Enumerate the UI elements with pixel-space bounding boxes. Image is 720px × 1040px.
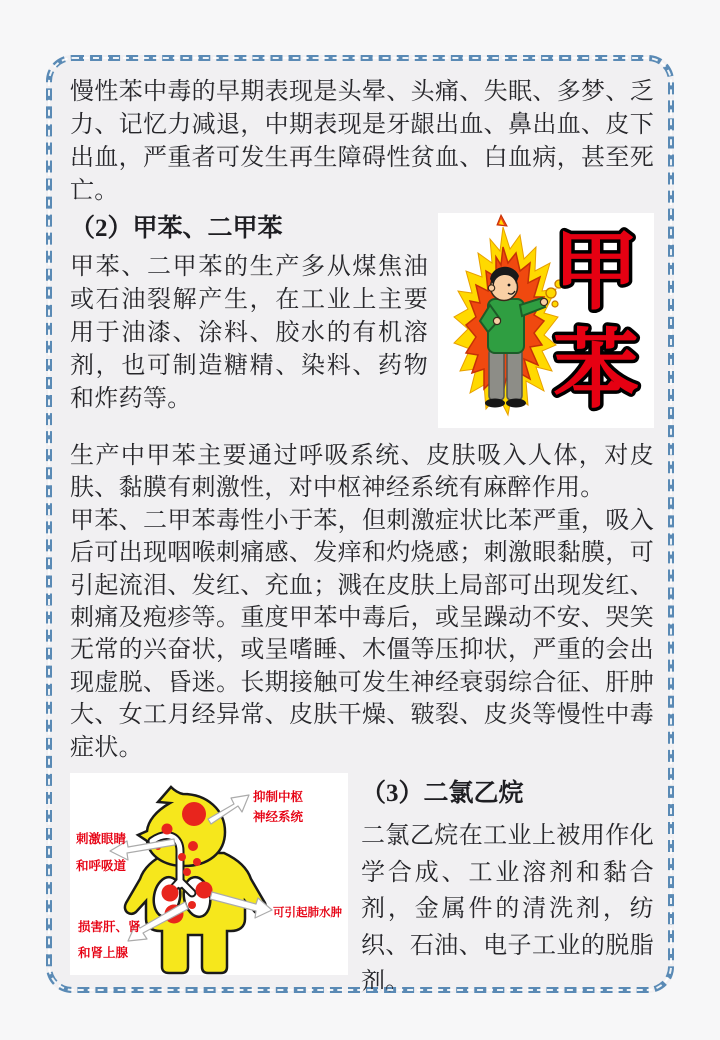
label-eyes-line1: 刺激眼睛 <box>76 832 127 847</box>
toluene-toxicity-section <box>70 432 654 764</box>
spot-face <box>162 824 173 835</box>
label-eyes-line2: 和呼吸道 <box>76 859 127 874</box>
toluene-symptoms-paragraph: 甲苯、二甲苯毒性小于苯，但刺激症状比苯严重，吸入后可出现咽喉刺痛感、发痒和灼烧感；刺激眼黏膜，可引起流泪、发红、充血；溅在皮肤上局部可出现发红、刺痛及疱疹等。重度甲苯中毒后，或呈躁动不安、哭笑无常的兴奋状，或呈嗜睡、木僵等压抑状，严重的会出现虚脱、昏迷。长期接触可发生神经衰弱综合征、肝肿大、女工月经异常、皮肤干燥、皲裂、皮炎等慢性中毒症状。 <box>70 507 654 761</box>
spot-lung-left <box>162 885 179 902</box>
man-shoe-right <box>506 399 526 408</box>
man-ear <box>488 285 494 291</box>
man-hand-left <box>493 317 500 324</box>
toluene-char-1: 甲 <box>553 224 639 320</box>
dichloroethane-paragraph: 二氯乙烷在工业上被用作化学合成、工业溶剂和黏合剂，金属件的清洗剂，纺织、石油、电子工业的脱脂剂。 <box>361 823 654 996</box>
section-toluene <box>70 213 654 416</box>
dichloroethane-column <box>361 773 654 1001</box>
spot-lung-right <box>196 882 213 899</box>
spot-chest-1 <box>193 858 201 866</box>
label-cns-line2: 神经系统 <box>253 810 304 825</box>
spot-throat <box>178 853 186 861</box>
section2-heading: （2）甲苯、二甲苯 <box>70 215 283 242</box>
toluene-exposure-paragraph: 生产中甲苯主要通过呼吸系统、皮肤吸入人体，对皮肤、黏膜有刺激性，对中枢神经系统有麻醉作用。 <box>70 443 654 502</box>
section3-heading: （3）二氯乙烷 <box>361 780 524 808</box>
spot-head <box>182 802 206 826</box>
spot-chest-2 <box>183 868 191 876</box>
label-liver-line1: 损害肝、肾 <box>78 920 141 935</box>
man-shoe-left <box>485 399 505 408</box>
man-pants-right <box>507 349 522 400</box>
body-diagram <box>70 773 348 975</box>
intro-paragraph: 慢性苯中毒的早期表现是头晕、头痛、失眠、多梦、乏力、记忆力减退，中期表现是牙龈出血、鼻出血、皮下出血，严重者可发生再生障碍性贫血、白血病，甚至死亡。 <box>70 79 654 204</box>
spot-neck <box>188 841 198 851</box>
toluene-illustration <box>438 213 654 428</box>
toluene-char-2: 苯 <box>553 322 639 418</box>
man-pants-left <box>489 349 504 400</box>
man-hand-right <box>540 298 547 305</box>
toluene-production-paragraph: 甲苯、二甲苯的生产多从煤焦油或石油裂解产生，在工业上主要用于油漆、涂料、胶水的有机溶剂，也可制造糖精、染料、药物和炸药等。 <box>70 254 428 412</box>
spot-belly-small <box>188 901 196 909</box>
man-eye <box>508 284 511 287</box>
label-lung-edema: 可引起肺水肿 <box>273 907 342 920</box>
dashed-border-frame <box>46 55 674 996</box>
section-dichloroethane <box>70 773 654 1001</box>
label-liver-line2: 和肾上腺 <box>78 946 129 961</box>
label-cns-line1: 抑制中枢 <box>253 790 304 805</box>
